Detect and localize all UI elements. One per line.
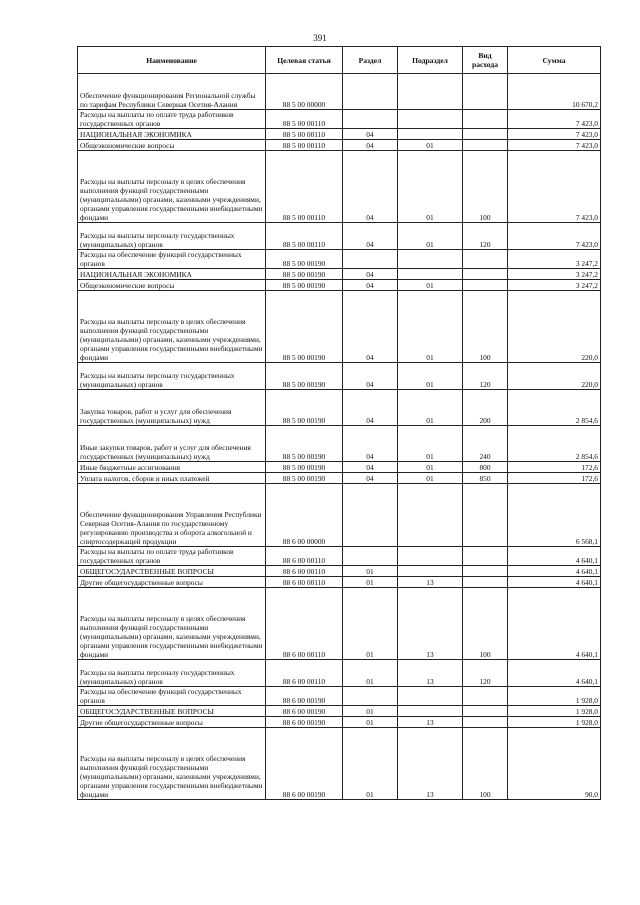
row-expense-type (463, 566, 508, 577)
row-amount: 4 640,1 (508, 577, 601, 588)
row-amount: 3 247,2 (508, 280, 601, 291)
table-row (78, 706, 601, 717)
row-section (343, 547, 398, 566)
row-subsection: 01 (398, 390, 463, 426)
table-row (78, 687, 601, 706)
table-row (78, 129, 601, 140)
row-expense-type (463, 717, 508, 728)
row-subsection (398, 269, 463, 280)
row-amount: 7 423,0 (508, 110, 601, 129)
row-subsection (398, 74, 463, 110)
row-subsection (398, 566, 463, 577)
row-subsection: 01 (398, 151, 463, 223)
row-amount: 2 854,6 (508, 426, 601, 462)
row-expense-type (463, 577, 508, 588)
row-section (343, 484, 398, 547)
row-subsection (398, 687, 463, 706)
table-row (78, 151, 601, 223)
header-subsection: Подраздел (398, 47, 463, 74)
table-row (78, 363, 601, 390)
table-row (78, 660, 601, 687)
row-name: ОБЩЕГОСУДАРСТВЕННЫЕ ВОПРОСЫ (78, 706, 266, 717)
row-expense-type: 240 (463, 426, 508, 462)
row-expense-type (463, 687, 508, 706)
row-section (343, 250, 398, 269)
row-name: Расходы на выплаты персоналу в целях обеспечения выполнения функций государственными (муниципальными) органами, казенными учреждениями, органами управления государственными внебюджетными фондами (78, 588, 266, 660)
row-name: Расходы на выплаты персоналу государственных (муниципальных) органов (78, 363, 266, 390)
row-name: Расходы на выплаты персоналу в целях обеспечения выполнения функций государственными (муниципальными) органами, казенными учреждениями, органами управления государственными внебюджетными фондами (78, 151, 266, 223)
table-row (78, 223, 601, 250)
row-expense-type: 120 (463, 223, 508, 250)
row-section: 04 (343, 462, 398, 473)
row-section: 04 (343, 426, 398, 462)
row-subsection: 01 (398, 462, 463, 473)
row-amount: 4 640,1 (508, 566, 601, 577)
row-name: Уплата налогов, сборов и иных платежей (78, 473, 266, 484)
row-expense-type: 100 (463, 588, 508, 660)
row-section: 01 (343, 577, 398, 588)
row-name: Расходы на обеспечение функций государственных органов (78, 687, 266, 706)
row-amount: 7 423,0 (508, 151, 601, 223)
row-target-article: 88 6 00 00190 (266, 728, 343, 800)
row-name: НАЦИОНАЛЬНАЯ ЭКОНОМИКА (78, 129, 266, 140)
row-expense-type (463, 269, 508, 280)
row-expense-type (463, 74, 508, 110)
row-amount: 4 640,1 (508, 660, 601, 687)
row-expense-type (463, 250, 508, 269)
row-section: 04 (343, 363, 398, 390)
row-amount: 220,0 (508, 291, 601, 363)
row-name: Другие общегосударственные вопросы (78, 717, 266, 728)
row-section: 04 (343, 223, 398, 250)
row-subsection (398, 250, 463, 269)
row-section: 04 (343, 291, 398, 363)
row-name: Иные бюджетные ассигнования (78, 462, 266, 473)
row-expense-type: 120 (463, 363, 508, 390)
row-expense-type: 100 (463, 291, 508, 363)
row-section: 04 (343, 140, 398, 151)
row-section: 01 (343, 706, 398, 717)
row-subsection: 01 (398, 291, 463, 363)
row-section: 04 (343, 129, 398, 140)
row-target-article: 88 5 00 00110 (266, 129, 343, 140)
table-body (78, 74, 601, 800)
table-row (78, 473, 601, 484)
row-amount: 6 568,1 (508, 484, 601, 547)
row-section: 04 (343, 390, 398, 426)
row-subsection: 01 (398, 280, 463, 291)
row-section (343, 74, 398, 110)
row-section: 01 (343, 566, 398, 577)
row-name: Обеспечение функционирования Управления Республики Северная Осетия-Алания по государственному регулированию производства и оборота алкогольной и спиртосодержащей продукции (78, 484, 266, 547)
table-row (78, 269, 601, 280)
row-expense-type: 100 (463, 728, 508, 800)
table-row (78, 250, 601, 269)
row-target-article: 88 5 00 00190 (266, 473, 343, 484)
row-subsection: 13 (398, 588, 463, 660)
row-target-article: 88 6 00 00190 (266, 706, 343, 717)
row-amount: 10 670,2 (508, 74, 601, 110)
row-name: Расходы на выплаты персоналу государственных (муниципальных) органов (78, 660, 266, 687)
row-name: Обеспечение функционирования Региональной службы по тарифам Республики Северная Осетия-Алания (78, 74, 266, 110)
row-target-article: 88 6 00 00110 (266, 588, 343, 660)
row-subsection (398, 129, 463, 140)
row-name: Расходы на выплаты персоналу в целях обеспечения выполнения функций государственными (муниципальными) органами, казенными учреждениями, органами управления государственными внебюджетными фондами (78, 728, 266, 800)
row-amount: 1 928,0 (508, 706, 601, 717)
row-amount: 3 247,2 (508, 250, 601, 269)
table-row (78, 291, 601, 363)
row-target-article: 88 5 00 00190 (266, 291, 343, 363)
header-amount: Сумма (508, 47, 601, 74)
row-amount: 2 854,6 (508, 390, 601, 426)
row-expense-type: 100 (463, 151, 508, 223)
header-expense-type: Вид расхода (463, 47, 508, 74)
row-name: НАЦИОНАЛЬНАЯ ЭКОНОМИКА (78, 269, 266, 280)
row-expense-type: 200 (463, 390, 508, 426)
row-target-article: 88 5 00 00190 (266, 250, 343, 269)
row-expense-type: 850 (463, 473, 508, 484)
row-expense-type (463, 706, 508, 717)
row-name: Расходы на выплаты персоналу в целях обеспечения выполнения функций государственными (муниципальными) органами, казенными учреждениями, органами управления государственными внебюджетными фондами (78, 291, 266, 363)
row-target-article: 88 6 00 00190 (266, 687, 343, 706)
row-subsection: 01 (398, 426, 463, 462)
row-target-article: 88 5 00 00000 (266, 74, 343, 110)
row-subsection: 01 (398, 363, 463, 390)
row-expense-type (463, 547, 508, 566)
page-number: 391 (313, 33, 327, 43)
table-row (78, 547, 601, 566)
table-row (78, 426, 601, 462)
row-amount: 1 928,0 (508, 717, 601, 728)
row-amount: 4 640,1 (508, 588, 601, 660)
row-subsection: 13 (398, 728, 463, 800)
row-target-article: 88 6 00 00110 (266, 660, 343, 687)
table-row (78, 390, 601, 426)
row-target-article: 88 5 00 00190 (266, 426, 343, 462)
table-row (78, 484, 601, 547)
table-row (78, 588, 601, 660)
row-amount: 3 247,2 (508, 269, 601, 280)
row-expense-type: 120 (463, 660, 508, 687)
row-subsection: 13 (398, 717, 463, 728)
table-header-row (78, 47, 601, 74)
row-subsection: 13 (398, 660, 463, 687)
row-amount: 220,0 (508, 363, 601, 390)
row-target-article: 88 6 00 00110 (266, 566, 343, 577)
row-amount: 172,6 (508, 473, 601, 484)
row-amount: 172,6 (508, 462, 601, 473)
row-target-article: 88 6 00 00000 (266, 484, 343, 547)
row-expense-type (463, 140, 508, 151)
table-row (78, 728, 601, 800)
row-amount: 1 928,0 (508, 687, 601, 706)
row-target-article: 88 5 00 00190 (266, 390, 343, 426)
row-expense-type: 800 (463, 462, 508, 473)
row-expense-type (463, 110, 508, 129)
table-row (78, 280, 601, 291)
table-row (78, 110, 601, 129)
row-target-article: 88 6 00 00110 (266, 577, 343, 588)
row-name: Общеэкономические вопросы (78, 140, 266, 151)
table-row (78, 140, 601, 151)
row-section: 01 (343, 588, 398, 660)
row-target-article: 88 5 00 00190 (266, 363, 343, 390)
row-expense-type (463, 484, 508, 547)
row-name: Закупка товаров, работ и услуг для обеспечения государственных (муниципальных) нужд (78, 390, 266, 426)
row-target-article: 88 6 00 00110 (266, 547, 343, 566)
row-name: Расходы на выплаты по оплате труда работников государственных органов (78, 110, 266, 129)
row-name: Расходы на выплаты персоналу государственных (муниципальных) органов (78, 223, 266, 250)
table-row (78, 577, 601, 588)
row-subsection: 01 (398, 140, 463, 151)
row-target-article: 88 5 00 00190 (266, 280, 343, 291)
row-amount: 7 423,0 (508, 129, 601, 140)
row-amount: 4 640,1 (508, 547, 601, 566)
row-target-article: 88 6 00 00190 (266, 717, 343, 728)
header-name: Наименование (78, 47, 266, 74)
row-section: 01 (343, 717, 398, 728)
table-row (78, 717, 601, 728)
row-amount: 90,0 (508, 728, 601, 800)
header-section: Раздел (343, 47, 398, 74)
row-amount: 7 423,0 (508, 140, 601, 151)
row-name: Другие общегосударственные вопросы (78, 577, 266, 588)
row-subsection (398, 110, 463, 129)
row-expense-type (463, 280, 508, 291)
row-target-article: 88 5 00 00110 (266, 151, 343, 223)
row-section (343, 687, 398, 706)
row-section: 01 (343, 660, 398, 687)
row-target-article: 88 5 00 00110 (266, 110, 343, 129)
row-section (343, 110, 398, 129)
header-target-article: Целевая статья (266, 47, 343, 74)
row-subsection (398, 484, 463, 547)
table-row (78, 462, 601, 473)
row-name: Расходы на выплаты по оплате труда работников государственных органов (78, 547, 266, 566)
table-row (78, 566, 601, 577)
budget-table (77, 46, 601, 800)
row-amount: 7 423,0 (508, 223, 601, 250)
row-target-article: 88 5 00 00110 (266, 140, 343, 151)
row-section: 04 (343, 269, 398, 280)
row-subsection: 01 (398, 473, 463, 484)
row-target-article: 88 5 00 00190 (266, 269, 343, 280)
row-expense-type (463, 129, 508, 140)
row-name: Общеэкономические вопросы (78, 280, 266, 291)
row-subsection (398, 547, 463, 566)
row-subsection: 13 (398, 577, 463, 588)
row-section: 01 (343, 728, 398, 800)
row-name: ОБЩЕГОСУДАРСТВЕННЫЕ ВОПРОСЫ (78, 566, 266, 577)
row-section: 04 (343, 151, 398, 223)
row-section: 04 (343, 473, 398, 484)
row-subsection: 01 (398, 223, 463, 250)
row-subsection (398, 706, 463, 717)
row-section: 04 (343, 280, 398, 291)
row-name: Иные закупки товаров, работ и услуг для обеспечения государственных (муниципальных) нужд (78, 426, 266, 462)
table-row (78, 74, 601, 110)
row-target-article: 88 5 00 00190 (266, 462, 343, 473)
row-name: Расходы на обеспечение функций государственных органов (78, 250, 266, 269)
row-target-article: 88 5 00 00110 (266, 223, 343, 250)
